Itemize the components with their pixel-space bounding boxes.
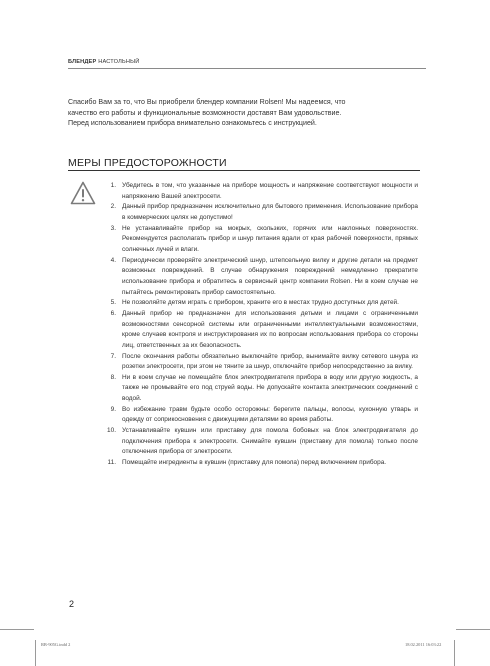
warning-triangle-icon (70, 181, 96, 205)
intro-paragraph (68, 97, 420, 129)
precaution-item (104, 181, 418, 202)
precaution-item (104, 405, 418, 426)
crop-mark (454, 640, 455, 666)
crop-mark (456, 629, 490, 630)
precautions-list (104, 181, 418, 469)
item-number: 8. (110, 373, 116, 381)
item-text: Убедитесь в том, что указанные на приборе мощность и напряжение соответствуют мощности и напряжению Вашей электросети. (122, 182, 418, 200)
item-text: Периодически проверяйте электрический шнур, штепсельную вилку и другие детали на предмет возможных повреждений. В случае обнаружения повреждений немедленно прекратите использование прибора и обратитесь в сервисный центр компании Rolsen. Ни в коем случае не пытайтесь ремонтировать прибор самостоятельно. (122, 256, 418, 296)
intro-line: Перед использованием прибора внимательно ознакомьтесь с инструкцией. (68, 119, 317, 128)
page-header (68, 59, 140, 65)
section-divider (68, 170, 420, 171)
item-number: 10. (107, 427, 116, 435)
item-text: Данный прибор не предназначен для использования детьми и лицами с ограниченными возможностями сенсорной системы или ограниченными интеллектуальными возможностями, кроме случаев контроля и инструктирования их по вопросам использования прибора со стороны лиц, ответственных за их безопасность. (122, 309, 418, 349)
item-text: Во избежание травм будьте особо осторожны: берегите пальцы, волосы, кухонную утварь и одежду от соприкосновения с движущими деталями во время работы. (122, 405, 418, 424)
precaution-item (104, 224, 418, 256)
item-text: Устанавливайте кувшин или приставку для помола бобовых на блок электродвигателя до подключения прибора к электросети. Снимайте кувшин (приставку для помола) только после отключения прибора от электросети. (122, 427, 418, 456)
item-text: Данный прибор предназначен исключительно для бытового применения. Использование прибора в коммерческих целях не допустимо! (122, 203, 418, 221)
precaution-item (104, 458, 418, 469)
item-number: 7. (110, 352, 116, 360)
print-slug-timestamp: 18.02.2011 16:03:22 (405, 642, 442, 647)
precaution-item (104, 426, 418, 458)
precaution-item (104, 298, 418, 309)
item-number: 9. (110, 405, 116, 413)
item-number: 6. (110, 309, 116, 317)
crop-mark (0, 629, 34, 630)
print-slug-file: RB-905G.indd 2 (41, 642, 71, 647)
precaution-item (104, 352, 418, 373)
item-number: 1. (110, 182, 116, 189)
precaution-item (104, 256, 418, 299)
header-subtitle: НАСТОЛЬНЫЙ (98, 59, 140, 65)
intro-line: качество его работы и функциональные возможности доставят Вам удовольствие. (68, 108, 342, 117)
page-number: 2 (69, 599, 75, 609)
item-text: После окончания работы обязательно выключайте прибор, вынимайте вилку сетевого шнура из розетки электросети, при этом не тяните за шнур, отключайте прибор непосредственно за вилку. (122, 352, 418, 371)
section-title: МЕРЫ ПРЕДОСТОРОЖНОСТИ (68, 157, 227, 169)
item-text: Не устанавливайте прибор на мокрых, скользких, горячих или наклонных поверхностях. Рекомендуется располагать прибор и шнур питания вдали от края рабочей поверхности, прямых солнечных лучей и влаги. (122, 224, 418, 253)
header-brand: БЛЕНДЕР (68, 59, 97, 65)
item-number: 2. (110, 203, 116, 211)
precaution-item (104, 309, 418, 352)
item-number: 3. (110, 224, 116, 232)
intro-line: Спасибо Вам за то, что Вы приобрели блендер компании Rolsen! Мы надеемся, что (68, 98, 346, 106)
item-text: Не позволяйте детям играть с прибором, храните его в местах трудно доступных для детей. (122, 299, 399, 307)
header-divider (68, 68, 426, 69)
item-number: 5. (110, 299, 116, 307)
precaution-item (104, 202, 418, 223)
precaution-item (104, 373, 418, 405)
item-number: 11. (107, 459, 116, 467)
item-text: Ни в коем случае не помещайте блок электродвигателя прибора в воду или другую жидкость, а также не промывайте его под струей воды. Не допускайте контакта электрических соединений с водой. (122, 373, 418, 403)
crop-mark (35, 640, 36, 666)
item-text: Помещайте ингредиенты в кувшин (приставку для помола) перед включением прибора. (122, 459, 387, 467)
item-number: 4. (110, 256, 116, 264)
